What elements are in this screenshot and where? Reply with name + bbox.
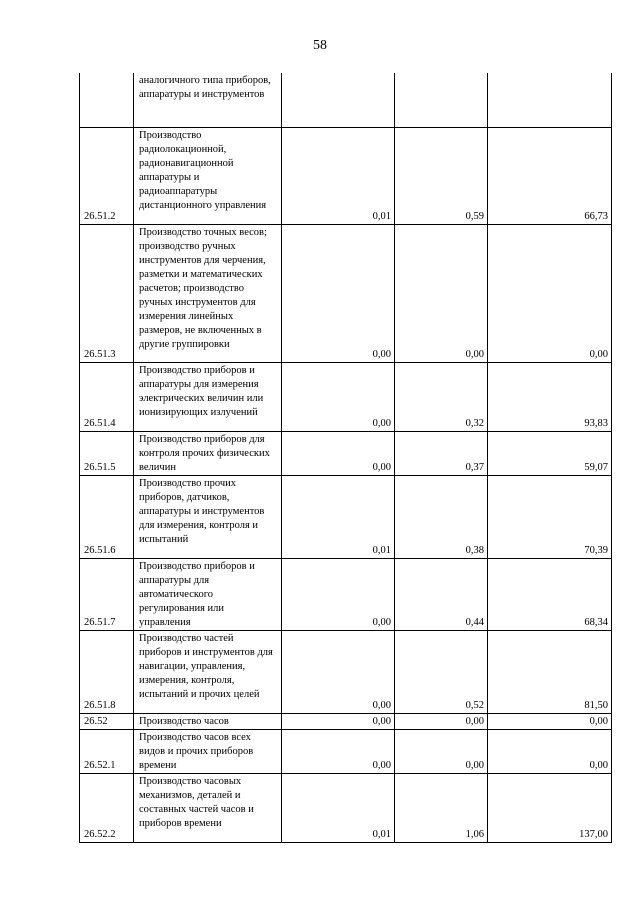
table-row <box>80 73 612 127</box>
row-value-2: 0,00 <box>395 224 488 362</box>
row-code: 26.51.2 <box>80 127 134 224</box>
row-value-3: 93,83 <box>488 362 612 431</box>
row-value-2: 0,44 <box>395 558 488 630</box>
row-name: Производство часов <box>134 713 282 729</box>
row-value-2: 0,38 <box>395 475 488 558</box>
row-value-3 <box>488 73 612 127</box>
table-row <box>80 431 612 475</box>
data-table <box>79 73 612 843</box>
row-name: Производство часовых механизмов, деталей и составных частей часов и приборов времени <box>134 773 282 842</box>
row-name: Производство часов всех видов и прочих приборов времени <box>134 729 282 773</box>
row-value-1: 0,00 <box>282 362 395 431</box>
row-code: 26.51.4 <box>80 362 134 431</box>
table-row <box>80 773 612 842</box>
row-value-2 <box>395 73 488 127</box>
page-number: 58 <box>313 38 327 53</box>
row-value-3: 66,73 <box>488 127 612 224</box>
table-row <box>80 362 612 431</box>
row-value-2: 0,52 <box>395 630 488 713</box>
row-code: 26.52 <box>80 713 134 729</box>
row-value-2: 0,00 <box>395 729 488 773</box>
row-name: Производство приборов и аппаратуры для измерения электрических величин или ионизирующих излучений <box>134 362 282 431</box>
row-value-3: 0,00 <box>488 729 612 773</box>
table-row <box>80 630 612 713</box>
row-value-2: 1,06 <box>395 773 488 842</box>
row-code: 26.51.5 <box>80 431 134 475</box>
row-value-1: 0,01 <box>282 475 395 558</box>
table-row <box>80 475 612 558</box>
row-code <box>80 73 134 127</box>
row-value-3: 68,34 <box>488 558 612 630</box>
row-value-1: 0,00 <box>282 729 395 773</box>
row-value-1: 0,01 <box>282 773 395 842</box>
row-value-1: 0,00 <box>282 431 395 475</box>
row-value-2: 0,00 <box>395 713 488 729</box>
row-name: Производство прочих приборов, датчиков, аппаратуры и инструментов для измерения, контроля и испытаний <box>134 475 282 558</box>
table-row <box>80 127 612 224</box>
row-code: 26.51.8 <box>80 630 134 713</box>
row-code: 26.51.7 <box>80 558 134 630</box>
row-value-1: 0,01 <box>282 127 395 224</box>
row-value-3: 59,07 <box>488 431 612 475</box>
row-value-1: 0,00 <box>282 630 395 713</box>
row-value-1 <box>282 73 395 127</box>
row-value-2: 0,37 <box>395 431 488 475</box>
table-row <box>80 558 612 630</box>
row-name: Производство точных весов; производство ручных инструментов для черчения, разметки и математических расчетов; производство ручных инструментов для измерения линейных размеров, не включенных в другие группировки <box>134 224 282 362</box>
row-name: аналогичного типа приборов, аппаратуры и инструментов <box>134 73 282 127</box>
row-name: Производство приборов для контроля прочих физических величин <box>134 431 282 475</box>
table-row <box>80 729 612 773</box>
table-row <box>80 713 612 729</box>
row-code: 26.52.2 <box>80 773 134 842</box>
row-value-3: 81,50 <box>488 630 612 713</box>
row-value-2: 0,59 <box>395 127 488 224</box>
row-value-3: 137,00 <box>488 773 612 842</box>
row-name: Производство частей приборов и инструментов для навигации, управления, измерения, контроля, испытаний и прочих целей <box>134 630 282 713</box>
row-value-3: 0,00 <box>488 224 612 362</box>
row-value-3: 0,00 <box>488 713 612 729</box>
row-code: 26.52.1 <box>80 729 134 773</box>
row-code: 26.51.3 <box>80 224 134 362</box>
row-name: Производство приборов и аппаратуры для автоматического регулирования или управления <box>134 558 282 630</box>
row-value-2: 0,32 <box>395 362 488 431</box>
row-value-1: 0,00 <box>282 224 395 362</box>
row-value-1: 0,00 <box>282 558 395 630</box>
row-code: 26.51.6 <box>80 475 134 558</box>
row-value-1: 0,00 <box>282 713 395 729</box>
row-value-3: 70,39 <box>488 475 612 558</box>
table-row <box>80 224 612 362</box>
row-name: Производство радиолокационной, радионавигационной аппаратуры и радиоаппаратуры дистанционного управления <box>134 127 282 224</box>
